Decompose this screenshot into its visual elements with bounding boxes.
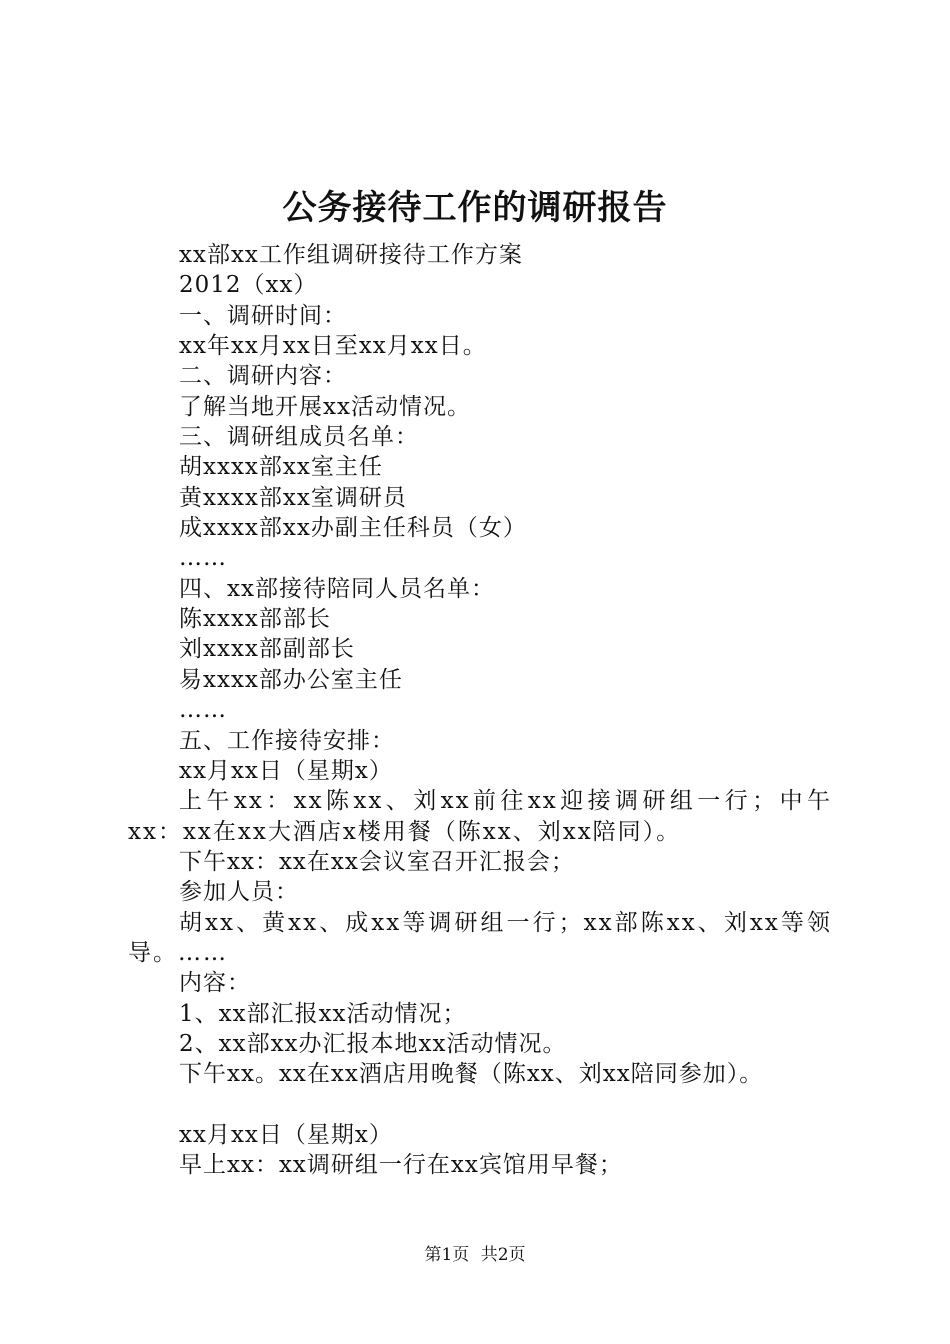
member-line: 成xxxx部xx办副主任科员（女） (179, 515, 527, 542)
section-heading: 三、调研组成员名单： (179, 424, 419, 451)
page-footer (0, 1244, 950, 1266)
doc-line: 参加人员： (179, 879, 299, 906)
doc-line: 内容： (179, 970, 251, 997)
attendees-paragraph: 胡xx、黄xx、成xx等调研组一行；xx部陈xx、刘xx等领导。…… (128, 909, 832, 966)
document-title: 公务接待工作的调研报告 (282, 188, 668, 228)
date-line: xx月xx日（星期x） (179, 1121, 393, 1148)
doc-line: xx部xx工作组调研接待工作方案 (179, 242, 523, 268)
page-total: 共2页 (480, 1245, 526, 1265)
section-heading: 四、xx部接待陪同人员名单： (179, 575, 495, 602)
doc-line: 下午xx：xx在xx会议室召开汇报会； (179, 848, 575, 875)
schedule-paragraph: 上午xx：xx陈xx、刘xx前往xx迎接调研组一行；中午xx：xx在xx大酒店x楼用餐（陈xx、刘xx陪同）。 (128, 788, 832, 845)
blank-line (128, 1090, 832, 1120)
ellipsis-line: …… (179, 697, 227, 724)
doc-line: 早上xx：xx调研组一行在xx宾馆用早餐； (179, 1152, 623, 1179)
document-body (128, 240, 832, 1181)
member-line: 陈xxxx部部长 (179, 606, 331, 633)
member-line: 易xxxx部办公室主任 (179, 666, 403, 693)
member-line: 黄xxxx部xx室调研员 (179, 484, 407, 511)
doc-line: 了解当地开展xx活动情况。 (179, 393, 471, 420)
page-number: 第1页 (424, 1245, 470, 1265)
section-heading: 五、工作接待安排： (179, 727, 395, 754)
doc-line: 2、xx部xx办汇报本地xx活动情况。 (179, 1030, 567, 1057)
date-line: xx月xx日（星期x） (179, 757, 393, 784)
doc-line: xx年xx月xx日至xx月xx日。 (179, 333, 487, 360)
doc-line: 1、xx部汇报xx活动情况； (179, 1000, 467, 1027)
section-heading: 二、调研内容： (179, 363, 347, 390)
ellipsis-line: …… (179, 545, 227, 572)
member-line: 胡xxxx部xx室主任 (179, 454, 383, 481)
doc-line: 下午xx。xx在xx酒店用晚餐（陈xx、刘xx陪同参加）。 (179, 1061, 764, 1088)
section-heading: 一、调研时间： (179, 302, 347, 329)
doc-line: 2012（xx） (179, 272, 318, 299)
member-line: 刘xxxx部副部长 (179, 636, 355, 663)
